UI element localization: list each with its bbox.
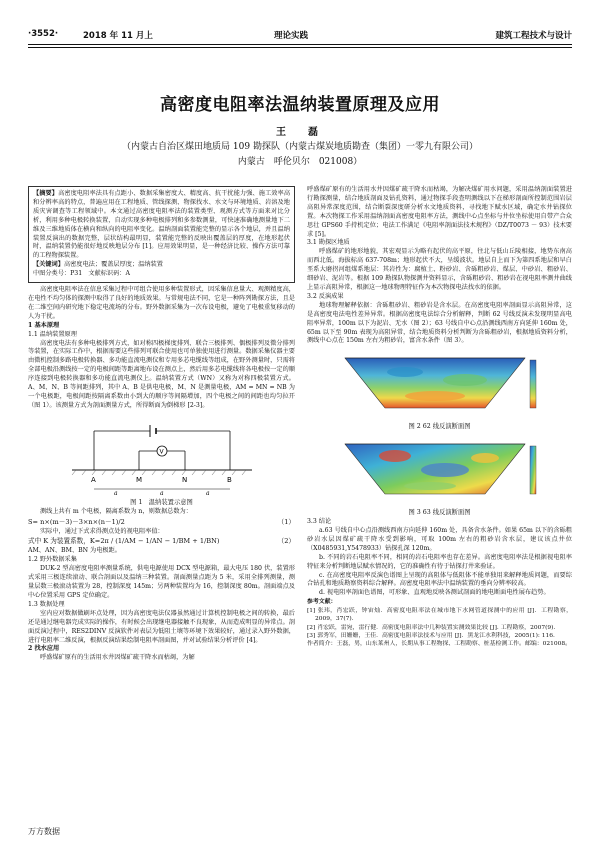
issue-date: 2018 年 11 月上 xyxy=(83,31,153,41)
references xyxy=(307,598,572,648)
figure-3-inversion-section xyxy=(335,436,545,508)
author-bio: 作者简介：王磊，男，山东莱州人，长期从事工程物探、工程勘察、桩基检测工作。邮编：021008。 xyxy=(307,641,572,648)
spacing-label-nb: a xyxy=(205,489,210,497)
abstract-box xyxy=(28,186,295,283)
section-1-3-text: 室内应对数据做刷坏点处理，因为高密度电法仪器虽然通过计算机控制电极之间的转换，最后还是通过继电器完成实际的操作，有时候会出现继电器接触不良现象，从而造成明显的异常点。剖面反演过程中，RES2DINV 反演软件对表层为低阻土壤等环境下效果较好，通过录入野外数据，进行电阻率二维反演，根据反演结果绘制电阻率剖面图，并对试验结果分析评价 [4]。 xyxy=(28,609,295,644)
section-1-3-heading: 1.3 数据处理 xyxy=(28,600,65,608)
formula-intro: 实际中，通过下式求得测点处的视电阻率值： xyxy=(40,527,164,535)
electrode-label-a: A xyxy=(90,475,96,484)
classification: 中图分类号：P31 文献标识码：A xyxy=(33,270,130,278)
page-number: ·3552· xyxy=(28,29,59,39)
section-3-3-heading: 3.3 结论 xyxy=(307,518,332,526)
formula-1-number: （1） xyxy=(277,517,295,526)
paper-title: 高密度电阻率法温纳装置原理及应用 xyxy=(160,95,440,115)
formula-2-variables: AM、AN、BM、BN 为电极距。 xyxy=(28,547,121,555)
ground-hatching xyxy=(72,470,246,475)
formula-2-number: （2） xyxy=(277,537,295,546)
formula-1 xyxy=(28,517,295,528)
section-1-1-heading: 1.1 温纳装置原理 xyxy=(28,330,77,338)
formula-1-expr: S= n×(m－3)－3×n×(n－1)/2 xyxy=(28,517,125,526)
figure-3-anomaly-2 xyxy=(421,463,469,477)
left-column xyxy=(28,186,295,663)
section-2-text-start: 呼盛煤矿原有的生活用水井因煤矿疏干降水而枯竭，为解 xyxy=(40,654,195,662)
formula-2-lead: 式中 K 为装置系数，K= xyxy=(28,537,101,546)
spacing-label-mn: a xyxy=(159,489,164,497)
section-2-heading: 2 找水应用 xyxy=(28,645,60,653)
journal-name: 建筑工程技术与设计 xyxy=(495,31,572,41)
section-1-1-text: 高密度电法有多种电极排列方式，如对称四极梯度排列、联合三极排列、偶极排列及微分排列等装置，在实际工作中，根据需要这些排列可联合使用也可单独使用进行测量。数据采集仪器主要由微机控制多路电极转换器、多功能直流电测仪和专用多芯电缆线等组成，在野外测量时，只需将全部电极沿测线按一定的电极间距等距离地布设在测点上，然后用多芯电缆线将各电极按一定的顺序连接到电极转换器和多功能直流电测仪上。温纳装置方式（WN）又称为对称四极装置方式。A、M、N、B 等间距排列，其中 A、B 是供电电极，M、N 是测量电极，AM = MN = NB 为一个电极距，电极间距按隔离系数由小到大的顺序等间隔增加，四个电极之间的间距也均匀拉开（图 1）。该测量方式为剖面测量方式，所得断面为倒梯形 [2-3]。 xyxy=(28,339,295,409)
conclusion-b: b. 不同的岩石电阻率不同，相同的岩石电阻率也存在差异。高密度电阻率法是根据视电阻率特征来分析判断地层赋水情况的，它的准确性有待于钻探打井来验证。 xyxy=(307,553,572,570)
section-2-text: 呼盛煤矿原有的生活用水井因煤矿疏干降水而枯竭，为解决煤矿用水问题，采用温纳剖面装置进行勘探测量，结合地质剖面及钻孔资料，通过物探手段查明测线以下在梯形剖面所控制范围岩层高阻异常深度范围，结合断裂深度研分析水文地质资料，寻找地下赋水区域，确定水井钻探位置。本次物探工作采用温纳剖面高密度电阻率方法，测线中心点坐标与井位坐标使用自带产合众思壮 GPS60 手持机定位；电法工作满足《电阻率剖面法技术规程》（DZ/T0073 － 93）技术要求 [5]。 xyxy=(307,186,572,238)
figure-3-anomaly-4 xyxy=(404,482,456,490)
figure-3-anomaly-3 xyxy=(471,453,499,463)
figure-1-wenner-diagram xyxy=(62,415,262,497)
figure-3-caption: 图 3 63 线反演断面图 xyxy=(408,509,471,517)
affiliation xyxy=(60,140,540,170)
formula-2 xyxy=(28,536,295,547)
section-1-heading: 1 基本原理 xyxy=(28,321,60,329)
figure-2-color-scale xyxy=(530,360,536,408)
header-rule-thick xyxy=(28,44,572,45)
intro-paragraph: 高密度电阻率法在信息采集过程中可组合使用多种装置形式，因采集信息量大、观测精度高，在电性不均匀体的探测中取得了良好的地质效果。与常规电法不同，它是一种阵列勘探方法，且是在二维空间内研究地下稳定电流场的分布。野外数据采集为一次布设电极，避免了电极重复移动的人为干扰。 xyxy=(28,286,295,320)
keywords-label: 【关键词】 xyxy=(33,261,64,269)
figure-3-color-scale xyxy=(530,446,536,494)
header-rule-thin xyxy=(28,47,572,48)
voltmeter-symbol: V xyxy=(159,448,164,456)
conclusion-a: a.63 号线自中心点沿测线西南方向延伸 160m 处，具备含水条件。如果 65m 以下的含砾粗砂岩水层因煤矿疏干降水受到影响，可取 100m 左右的粗砂岩含水层，建议该点井位（X0485931,Y5478933）钻探孔深 120m。 xyxy=(307,527,572,552)
figure-2-caption: 图 2 62 线反演断面图 xyxy=(408,423,471,431)
abstract-text: 高密度电阻率法具有点距小、数据采集密度大、精度高、抗干扰能力强、施工效率高和分辨率高的特点，普遍应用在工程地质、管线探测、物探找水、水文与环境地质、岩溶及地质灾害调查等工程领域中。本文通过高密度电阻率法的装置类型、观测方式等方面来对比分析，利用多种电极转换装置，自动实现多种电极排列和多参数测量，可快速准确地测量地下二维及三维地质体在横向和纵向的电阻率变化。温纳剖面装置能完整的显示各个地层，并且温纳装置反演出的数据完整，层状结构最明显，装置能完整的反映出覆盖层的厚度，在地形起伏时，温纳装置仍能很好地反映地层分布 [1]。应用效果明显，是一种经济比较、操作方法可靠的工程物探装置。 xyxy=(33,190,291,260)
reference-item: [1] 张玮，肖宏跃，钟宙灿．高密度电阻率法在城市地下水网管道探测中的应用 [J]．工程勘察，2009，37(7). xyxy=(307,607,572,623)
section-1-2-heading: 1.2 野外数据采集 xyxy=(28,556,77,564)
figure-2-anomaly-1 xyxy=(387,367,423,377)
section-3-2-text: 地球物理解释依据：含砾粗砂岩、粗砂岩是含水层。在高密度电阻率剖面显示高阻异常，这是高密度电法电性差异异常。根据高密度电法综合分析解释，判断 62 号线反演未发现明显高电阻率异常，100m 以下为泥岩、无水（图 2）；63 号线自中心点沿测线西南方向延伸 160m 处，65m 以下至 90m 表现为高阻异常，结合地质资料分析判断为含砾粗砂岩，根据地质资料分析，测线中心点在 150m 左右为粗砂岩，富含水条件（图 3）。 xyxy=(307,301,572,345)
electrode-label-m: M xyxy=(135,475,142,484)
wenner-array-svg xyxy=(62,415,262,497)
electrode-label-n: N xyxy=(181,475,187,484)
spacing-label-am: a xyxy=(113,489,118,497)
figure-2-svg xyxy=(335,350,545,422)
conclusion-d: d. 视电阻率剖面色谱图，可形象、直观地反映各测试剖面的地电断面电性展布趋势。 xyxy=(319,589,550,597)
affiliation-location: 内蒙古 呼伦贝尔 021008） xyxy=(237,157,363,167)
data-count-text: 测线上共有 m 个电极，隔离系数为 n，则数据总数为： xyxy=(40,507,192,515)
section-3-1-text: 呼盛煤矿的地形地貌，其宏观显示为略有起伏的高平原，往北与低山丘陵相接，地势东南高而西北低。海拔标高 637-708m；地形起伏不大，呈缓波状。地层自上而下为第四系地层和早白垩系大磨拐河组煤系地层：其岩性为：腐植土、粉砂岩、含砾粗砂岩、煤层、中砂岩、粗砂岩、细砂岩、泥岩等。根据 109 勘探队物探测井资料显示，含砾粗砂岩、粗砂岩在视电阻率测井曲线上显示高阻异常，根据这一地球物理特征作为本次物探电法找水的依据。 xyxy=(307,248,572,291)
section-3-2-heading: 3.2 反演成果 xyxy=(307,292,344,300)
author-name: 王 磊 xyxy=(276,127,324,138)
figure-3-anomaly-1 xyxy=(379,450,411,462)
right-column xyxy=(307,186,572,649)
reference-item: [3] 郭秀军，田姗姗，王佳．高密度电阻率法技术与应用 [J]．黑龙江水利科技，2005(1): 116. xyxy=(307,632,555,639)
electrode-label-b: B xyxy=(226,475,232,484)
keywords-text: 高密度电法；覆盖层厚度；温纳装置 xyxy=(63,261,163,269)
section-name: 理论实践 xyxy=(274,31,309,41)
figure-2-anomaly-2 xyxy=(443,374,487,386)
formula-2-frac: 2π / (1/AM − 1/AN − 1/BM + 1/BN) xyxy=(100,537,220,546)
references-heading: 参考文献： xyxy=(307,598,337,606)
section-3-1-heading: 3.1 勘探区地质 xyxy=(307,239,350,247)
running-header xyxy=(28,27,572,43)
figure-2-anomaly-3 xyxy=(405,391,465,401)
abstract-label: 【摘要】 xyxy=(33,190,59,197)
figure-2-inversion-section xyxy=(335,350,545,422)
figure-3-svg xyxy=(335,436,545,508)
conclusion-c: c. 在高密度电阻率反演色谱图上呈现的高阻体与低阻体不能单独用来解释地质问题，而要综合钻孔和地质勘察资料综合解释。高密度电阻率法中温纳装置的垂向分辨率较高。 xyxy=(307,571,572,588)
affiliation-line: （内蒙古自治区煤田地质局 109 勘探队（内蒙古煤炭地质勘查（集团）一零九有限公司） xyxy=(122,142,478,152)
section-1-2-text: DUK-2 型高密度电阻率测量系统，供电电源使用 DCX 型电源箱，最大电压 180 伏，装置形式采用三极连续滚动、联合剖面以及温纳三种装置。剖面测量点距为 5 米，采用全排列测量，测量层数三极滚动装置为 28，控制深度 145m；另两种装置均为 16，控制深度 80m。剖面端点及中心位置采用 GPS 定位确定。 xyxy=(28,565,295,599)
footer-watermark: 万方数据 xyxy=(28,827,60,836)
figure-1-caption: 图 1 温纳装置示意图 xyxy=(130,498,193,506)
reference-item: [2] 肖宏跃，雷宛，雷行健．高密度电阻率法中几种装置实测效果比较 [J]. 工程勘察，2007(9). xyxy=(307,624,556,631)
